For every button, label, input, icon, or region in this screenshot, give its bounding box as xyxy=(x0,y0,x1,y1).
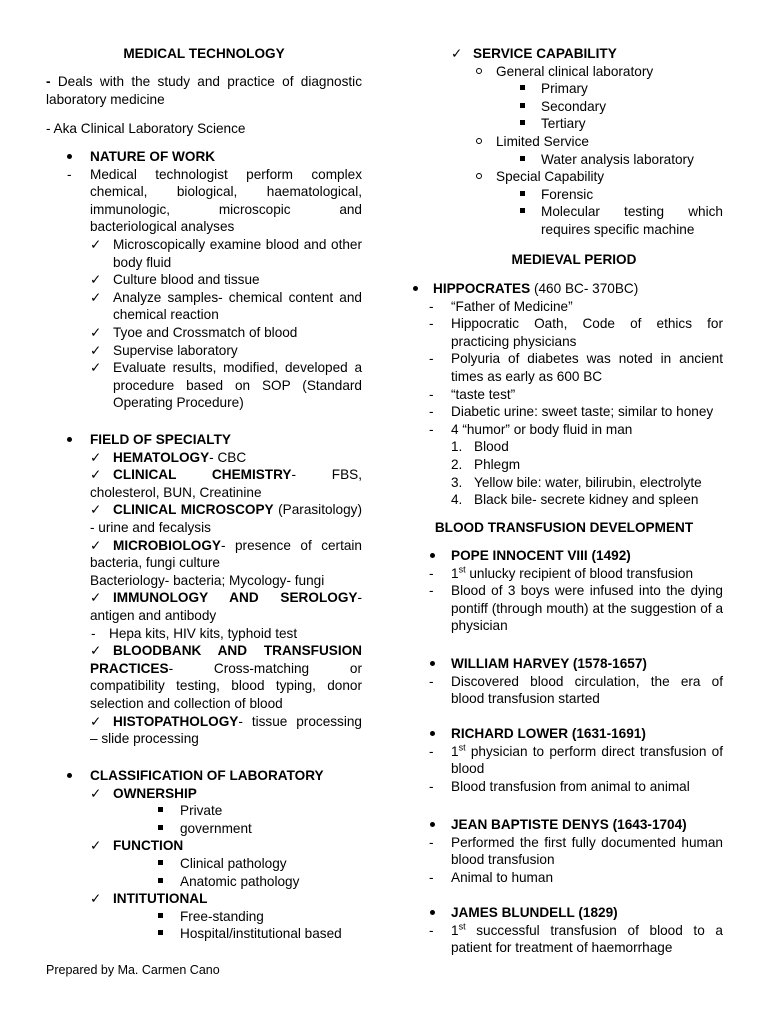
circle-bullet-icon xyxy=(476,68,482,74)
aka-line: - Aka Clinical Laboratory Science xyxy=(46,121,246,136)
list-item: Phlegm xyxy=(474,456,521,472)
check-icon: ✓ xyxy=(90,360,102,376)
square-bullet-icon xyxy=(158,825,163,830)
square-bullet-icon xyxy=(158,860,163,865)
check-icon: ✓ xyxy=(90,467,102,483)
jean-baptiste-denys-section: JEAN BAPTISTE DENYS (1643-1704) - Performed the first fully documented human blood transfusion - Animal to human xyxy=(429,817,723,885)
nature-of-work-section: NATURE OF WORK - Medical technologist perform complex chemical, biological, haematological, immunologic, microscopic and bacteriological analyses ✓ Microscopically examine blood and other body fluid ✓ Culture blood and tissue ✓ Analyze samples- chemical content and chemical reaction ✓ Tyoe and Crossmatch of blood ✓ Supervise laboratory ✓ Evaluate results, modified, developed a procedure based on SOP (Standard Operating Procedure) xyxy=(67,149,362,411)
bullet-dot-icon xyxy=(430,910,435,915)
square-bullet-icon xyxy=(158,878,163,883)
check-icon: ✓ xyxy=(90,891,102,907)
hippocrates-section: HIPPOCRATES (460 BC- 370BC) - “Father of Medicine” - Hippocratic Oath, Code of ethics for practicing physicians - Polyuria of diabetes was noted in ancient times as early as 600 BC - “taste test” - Diabetic urine: sweet taste; similar to honey - 4 “humor” or body fluid in man 1. Blood 2. Phlegm 3. Yellow bile: water, bilirubin, electrolyte 4. Black bile- secrete kidney and spleen xyxy=(425,280,723,509)
list-item: Supervise laboratory xyxy=(113,342,238,358)
check-icon: ✓ xyxy=(90,502,102,518)
bullet-dot-icon xyxy=(67,773,72,778)
list-item: Hepa kits, HIV kits, typhoid test xyxy=(109,625,298,641)
list-item: Clinical pathology xyxy=(180,855,287,871)
list-item: Forensic xyxy=(541,186,594,202)
circle-bullet-icon xyxy=(476,138,482,144)
check-icon: ✓ xyxy=(90,272,102,288)
square-bullet-icon xyxy=(520,208,525,213)
list-item: “taste test” xyxy=(451,386,516,402)
list-item: 4 “humor” or body fluid in man xyxy=(451,421,633,437)
james-blundell-section: JAMES BLUNDELL (1829) - 1st successful transfusion of blood to a patient for treatment of haemorrhage xyxy=(429,905,723,956)
check-icon: ✓ xyxy=(90,838,102,854)
document-title: MEDICAL TECHNOLOGY xyxy=(123,46,285,61)
check-icon: ✓ xyxy=(90,449,102,465)
pope-innocent-section: POPE INNOCENT VIII (1492) - 1st unlucky recipient of blood transfusion - Blood of 3 boys were infused into the dying pontiff (through mouth) at the suggestion of a physician xyxy=(429,548,723,634)
check-icon: ✓ xyxy=(451,46,463,61)
list-item: Microscopically examine blood and other body fluid xyxy=(113,236,362,270)
list-item: Blood of 3 boys were infused into the dying pontiff (through mouth) at the suggestion of a physician xyxy=(451,583,723,634)
list-item: Evaluate results, modified, developed a procedure based on SOP (Standard Operating Procedure) xyxy=(113,360,362,411)
list-item: Molecular testing which requires specific machine xyxy=(541,204,723,237)
list-item: Tyoe and Crossmatch of blood xyxy=(113,324,298,340)
list-item: Private xyxy=(180,803,223,819)
list-item: Free-standing xyxy=(180,908,264,924)
bullet-dot-icon xyxy=(430,661,435,666)
section-title-medieval: MEDIEVAL PERIOD xyxy=(511,252,637,267)
square-bullet-icon xyxy=(520,156,525,161)
check-icon: ✓ xyxy=(90,324,102,340)
circle-bullet-icon xyxy=(476,173,482,179)
list-item: “Father of Medicine” xyxy=(451,298,573,314)
section-heading: CLASSIFICATION OF LABORATORY xyxy=(90,768,324,783)
square-bullet-icon xyxy=(520,191,525,196)
check-icon: ✓ xyxy=(90,713,102,729)
check-icon: ✓ xyxy=(90,590,102,606)
field-of-specialty-section: FIELD OF SPECIALTY ✓ HEMATOLOGY- CBC ✓ CLINICAL CHEMISTRY- FBS, cholesterol, BUN, Creatinine ✓ CLINICAL MICROSCOPY (Parasitology) - urine and fecalysis ✓ MICROBIOLOGY- presence of certain bacteria, fungi culture Bacteriology- bacteria; Mycology- fungi ✓ IMMUNOLOGY AND SEROLOGY- antigen and antibody - Hepa kits, HIV kits, typhoid test ✓ BLOODBANK AND TRANSFUSION PRACTICES- Cross-matching or compatibility testing, blood typing, donor selection and collection of blood ✓ HISTOPATHOLOGY- tissue processing – slide processing xyxy=(46,431,362,748)
bullet-dot-icon xyxy=(67,437,72,442)
list-item: Analyze samples- chemical content and chemical reaction xyxy=(113,289,362,323)
list-item: Primary xyxy=(541,81,588,97)
list-item: Discovered blood circulation, the era of blood transfusion started xyxy=(451,673,723,707)
william-harvey-section: WILLIAM HARVEY (1578-1657) - Discovered blood circulation, the era of blood transfusion started xyxy=(429,656,723,707)
list-item: Anatomic pathology xyxy=(180,873,300,889)
check-icon: ✓ xyxy=(90,643,102,659)
list-item: Water analysis laboratory xyxy=(541,151,694,167)
nature-description: Medical technologist perform complex chemical, biological, haematological, immunologic, microscopic and bacteriological analyses xyxy=(90,166,362,235)
classification-section: CLASSIFICATION OF LABORATORY ✓ OWNERSHIP Private government ✓ FUNCTION Clinical pathology Anatomic pathology ✓ INTITUTIONAL Free-standing Hospital/institutional based xyxy=(46,767,362,943)
list-item: Polyuria of diabetes was noted in ancient times as early as 600 BC xyxy=(451,351,723,384)
intro-paragraph: - Deals with the study and practice of diagnostic laboratory medicine xyxy=(46,74,362,107)
square-bullet-icon xyxy=(520,85,525,90)
bullet-dot-icon xyxy=(430,553,435,558)
list-item: Black bile- secrete kidney and spleen xyxy=(474,492,699,508)
square-bullet-icon xyxy=(520,120,525,125)
check-icon: ✓ xyxy=(90,236,102,252)
bullet-dot-icon xyxy=(67,154,72,159)
list-item: Secondary xyxy=(541,98,606,114)
list-item: Culture blood and tissue xyxy=(113,272,260,288)
bullet-dot-icon xyxy=(430,731,435,736)
list-item: Animal to human xyxy=(451,869,554,885)
bullet-dot-icon xyxy=(430,822,435,827)
check-icon: ✓ xyxy=(90,342,102,358)
list-item: Blood transfusion from animal to animal xyxy=(451,778,690,794)
check-icon: ✓ xyxy=(90,785,102,801)
list-item: Yellow bile: water, bilirubin, electrolyte xyxy=(474,474,702,490)
page-footer: Prepared by Ma. Carmen Cano xyxy=(46,963,220,977)
service-capability-section: ✓ SERVICE CAPABILITY General clinical laboratory Primary Secondary Tertiary Limited Service Water analysis laboratory Special Capability Forensic Molecular testing which requires specific machine xyxy=(451,46,723,237)
list-item: Diabetic urine: sweet taste; similar to honey xyxy=(451,404,714,420)
section-heading: NATURE OF WORK xyxy=(90,149,216,164)
bullet-dot-icon xyxy=(413,286,418,291)
square-bullet-icon xyxy=(158,930,163,935)
square-bullet-icon xyxy=(520,103,525,108)
list-item: Blood xyxy=(474,439,509,455)
list-item: Hippocratic Oath, Code of ethics for practicing physicians xyxy=(451,316,723,349)
list-item: Hospital/institutional based xyxy=(180,926,342,942)
check-icon: ✓ xyxy=(90,289,102,305)
richard-lower-section: RICHARD LOWER (1631-1691) - 1st physician to perform direct transfusion of blood - Blood transfusion from animal to animal xyxy=(429,726,723,794)
list-item: Tertiary xyxy=(541,116,586,132)
section-heading: FIELD OF SPECIALTY xyxy=(90,432,231,447)
square-bullet-icon xyxy=(158,913,163,918)
list-item: Performed the first fully documented human blood transfusion xyxy=(451,834,723,868)
square-bullet-icon xyxy=(158,807,163,812)
section-title-transfusion: BLOOD TRANSFUSION DEVELOPMENT xyxy=(434,520,694,535)
check-icon: ✓ xyxy=(90,537,102,553)
list-item: government xyxy=(180,820,252,836)
microbiology-subtext: Bacteriology- bacteria; Mycology- fungi xyxy=(90,572,325,588)
